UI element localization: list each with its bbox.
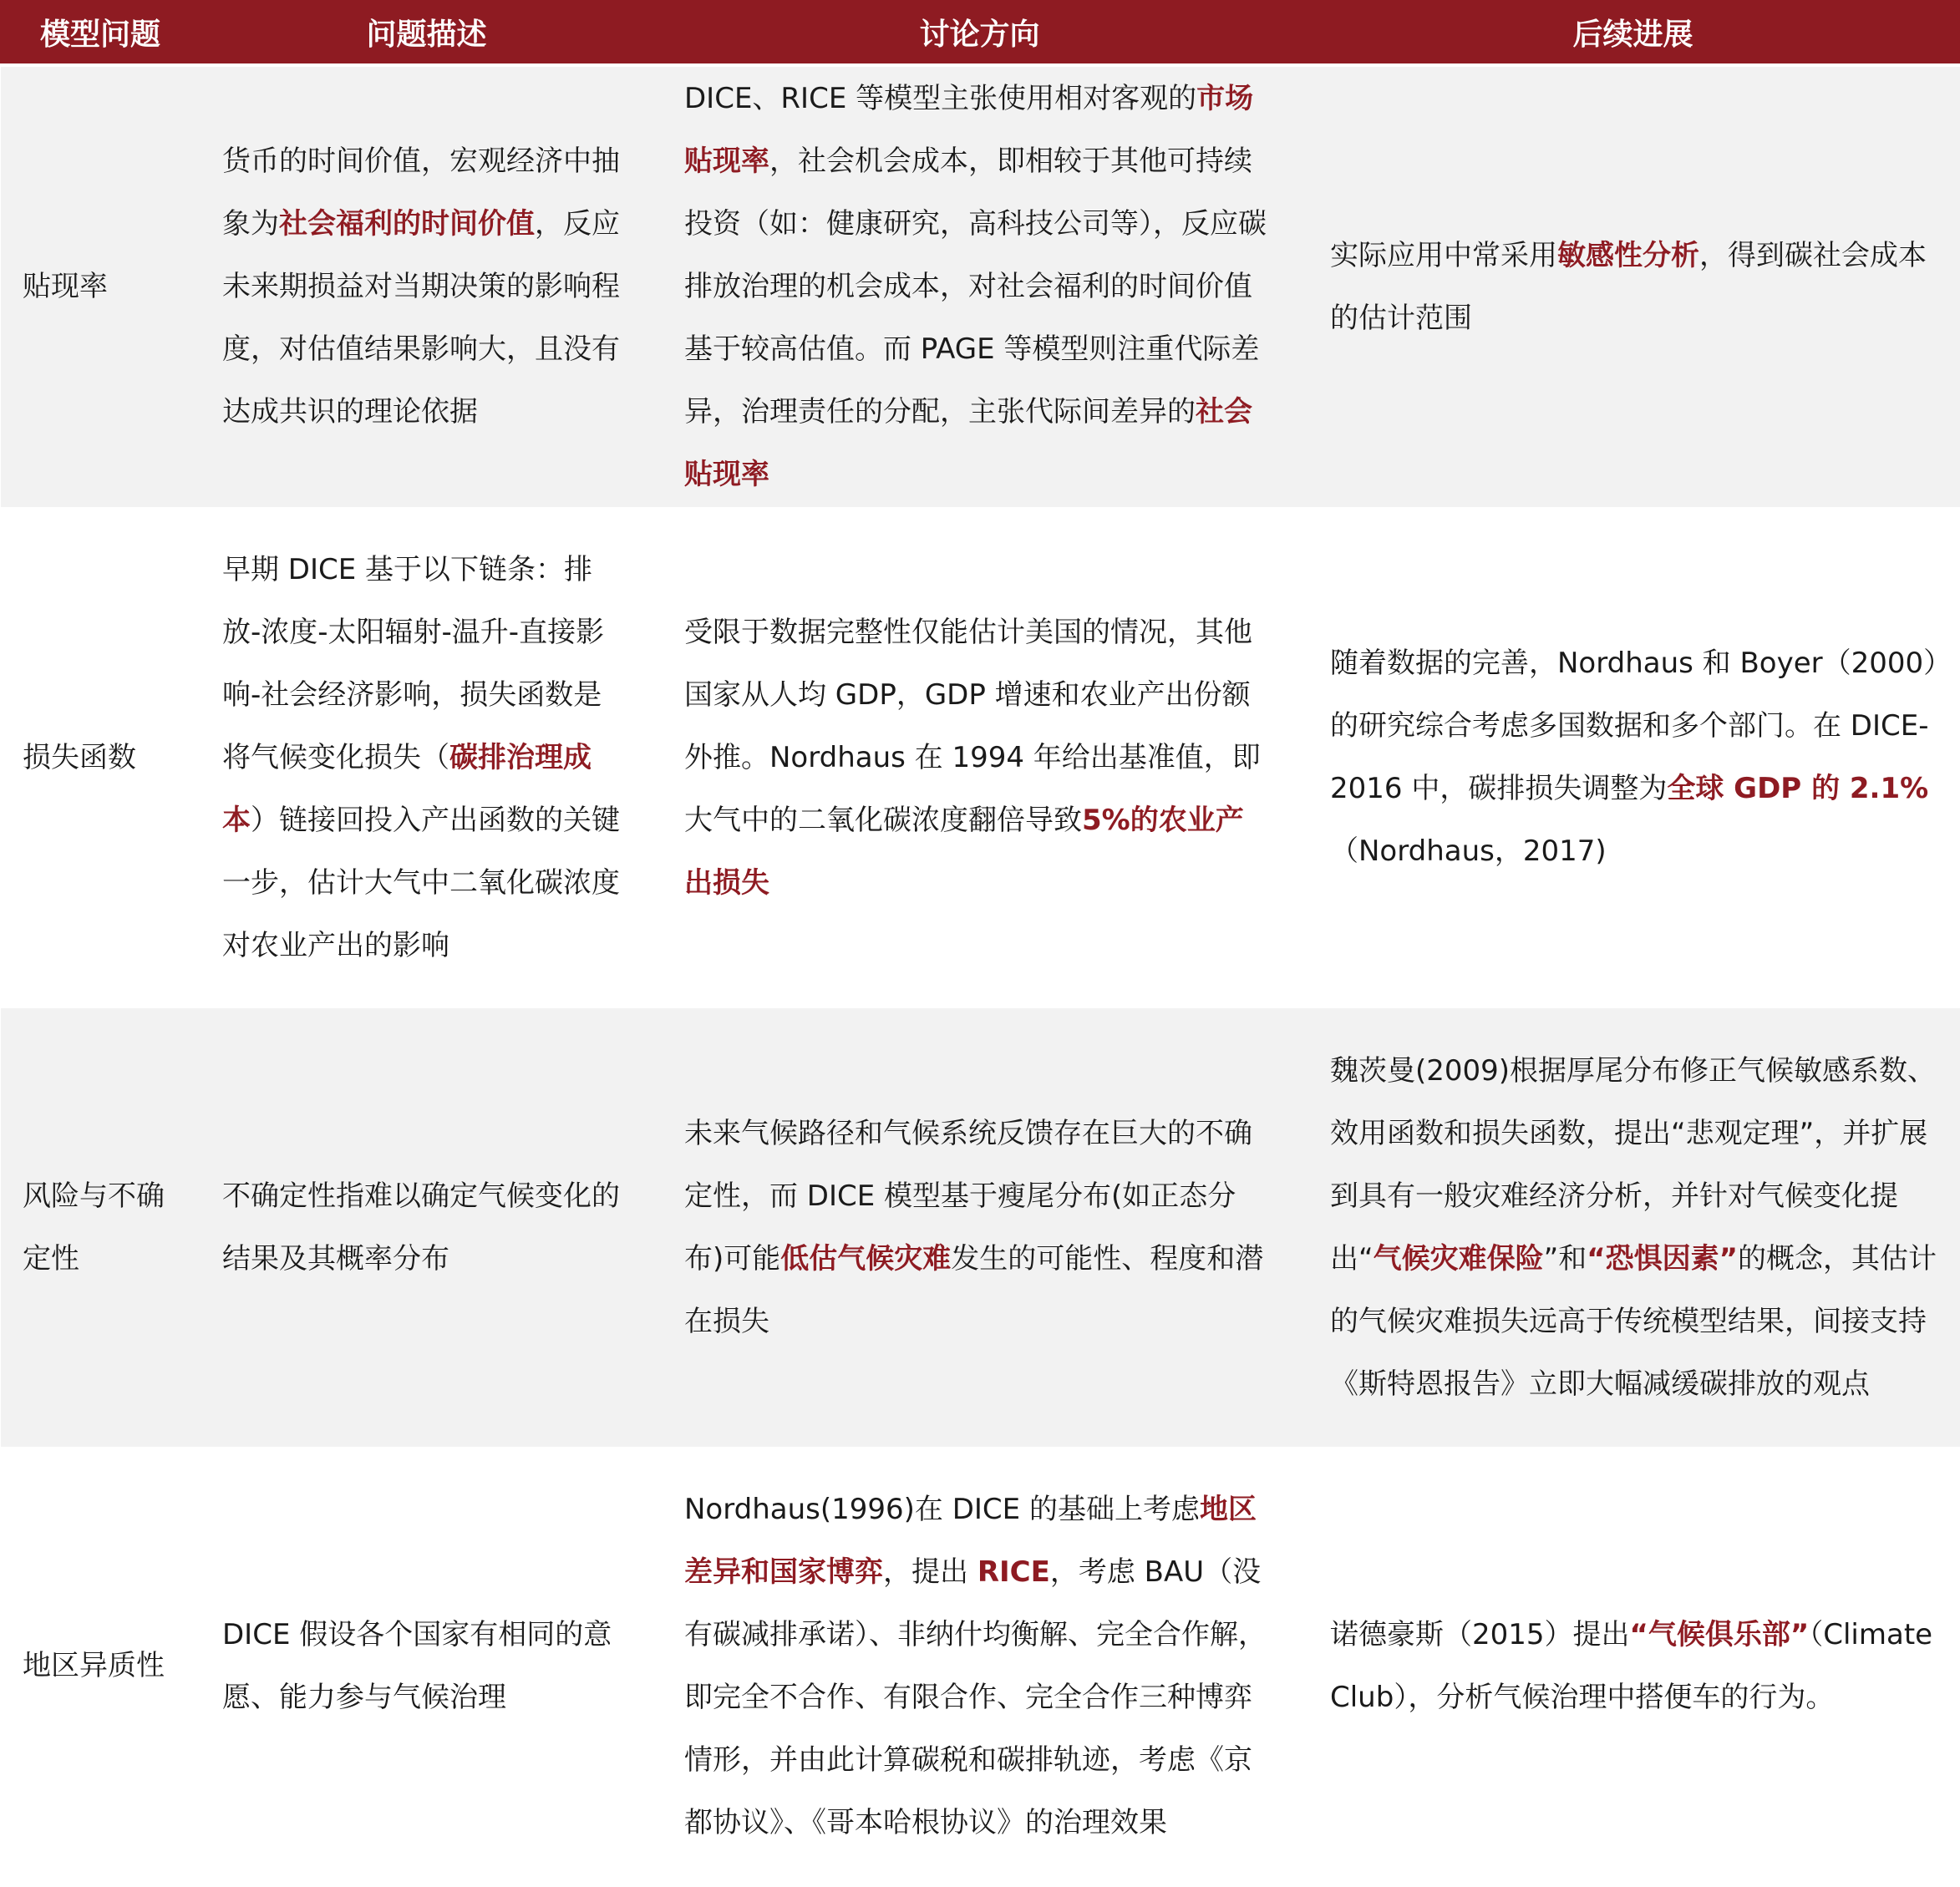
body-text: 不确定性指难以确定气候变化的结果及其概率分布: [222, 1179, 620, 1276]
highlight-text: 低估气候灾难: [780, 1241, 952, 1276]
body-text: DICE 假设各个国家有相同的意愿、能力参与气候治理: [222, 1617, 612, 1714]
header-model-issue: 模型问题: [1, 0, 199, 65]
cell-progress: [1305, 1008, 1960, 1447]
highlight-text: 碳排治理成本: [222, 740, 592, 837]
body-text: 早期 DICE 基于以下链条：排放-浓度-太阳辐射-温升-直接影响-社会经济影响，损失函数是将气候变化损失（: [222, 552, 605, 774]
body-text: ”和: [1543, 1241, 1587, 1276]
cell-description: [199, 1447, 654, 1885]
cell-description: [199, 65, 654, 507]
body-text: 受限于数据完整性仅能估计美国的情况，其他国家从人均 GDP，GDP 增速和农业产出份额外推。Nordhaus 在 1994 年给出基准值，即大气中的二氧化碳浓度翻倍导致: [684, 615, 1261, 837]
highlight-text: 全球 GDP 的 2.1%: [1667, 772, 1929, 805]
highlight-text: “气候俱乐部”: [1629, 1617, 1810, 1651]
body-text: ，提出: [883, 1555, 977, 1589]
cell-issue: 损失函数: [1, 507, 199, 1008]
cell-description: [199, 507, 654, 1008]
body-text: （Climate Club），分析气候治理中搭便车的行为。: [1330, 1617, 1933, 1714]
body-text: ）链接回投入产出函数的关键一步，估计大气中二氧化碳浓度对农业产出的影响: [222, 803, 620, 962]
cell-discussion: [654, 507, 1305, 1008]
body-text: ，反应未来期损益对当期决策的影响程度，对估值结果影响大，且没有达成共识的理论依据: [222, 207, 620, 429]
body-text: 随着数据的完善，Nordhaus 和 Boyer（2000）的研究综合考虑多国数据和多个部门。在 DICE-2016 中，碳排损失调整为: [1330, 647, 1938, 805]
cell-progress: [1305, 507, 1960, 1008]
header-follow-up-progress: 后续进展: [1305, 0, 1960, 65]
body-text: 货币的时间价值，宏观经济中抽象为: [222, 145, 620, 241]
body-text: 实际应用中常采用: [1330, 238, 1557, 272]
highlight-text: 地区差异和国家博弈: [684, 1492, 1257, 1589]
cell-issue: 风险与不确定性: [1, 1008, 199, 1447]
body-text: （Nordhaus，2017): [1330, 834, 1607, 868]
header-issue-description: 问题描述: [199, 0, 654, 65]
cell-issue: 地区异质性: [1, 1447, 199, 1885]
table-row-risk-uncertainty: [1, 1008, 1960, 1447]
cell-discussion: [654, 65, 1305, 507]
table-row-loss-function: [1, 507, 1960, 1008]
highlight-text: 市场贴现率: [684, 82, 1254, 178]
highlight-text: 气候灾难保险: [1373, 1241, 1544, 1276]
highlight-text: RICE: [977, 1555, 1050, 1589]
highlight-text: “恐惧因素”: [1587, 1241, 1738, 1276]
header-discussion-direction: 讨论方向: [654, 0, 1305, 65]
body-text: 发生的可能性、程度和潜在损失: [684, 1241, 1264, 1338]
table-row-regional-heterogeneity: [1, 1447, 1960, 1885]
cell-issue: 贴现率: [1, 65, 199, 507]
highlight-text: 社会福利的时间价值: [279, 207, 535, 241]
cell-discussion: [654, 1447, 1305, 1885]
body-text: 的概念，其估计的气候灾难损失远高于传统模型结果，间接支持《斯特恩报告》立即大幅减缓碳排放的观点: [1330, 1241, 1937, 1401]
cell-description: [199, 1008, 654, 1447]
highlight-text: 敏感性分析: [1557, 238, 1699, 272]
highlight-text: 5%的农业产出损失: [684, 803, 1244, 900]
cell-discussion: [654, 1008, 1305, 1447]
cell-progress: [1305, 65, 1960, 507]
table-row-discount-rate: [1, 65, 1960, 507]
body-text: ，社会机会成本，即相较于其他可持续投资（如：健康研究，高科技公司等），反应碳排放治理的机会成本，对社会福利的时间价值基于较高估值。而 PAGE 等模型则注重代际差异，治理责任的分配，主张代际间差异的: [684, 145, 1267, 429]
body-text: ，考虑 BAU（没有碳减排承诺）、非纳什均衡解、完全合作解，即完全不合作、有限合作、完全合作三种博弈情形，并由此计算碳税和碳排轨迹，考虑《京都协议》、《哥本哈根协议》的治理效果: [684, 1555, 1267, 1839]
body-text: 诺德豪斯（2015）提出: [1330, 1617, 1630, 1651]
highlight-text: 社会贴现率: [684, 395, 1252, 491]
header-row: [1, 0, 1960, 65]
body-text: 魏茨曼(2009)根据厚尾分布修正气候敏感系数、效用函数和损失函数，提出“悲观定理”，并扩展到具有一般灾难经济分析，并针对气候变化提出“: [1330, 1053, 1937, 1276]
body-text: Nordhaus(1996)在 DICE 的基础上考虑: [684, 1492, 1200, 1526]
body-text: DICE、RICE 等模型主张使用相对客观的: [684, 82, 1197, 115]
body-text: 未来气候路径和气候系统反馈存在巨大的不确定性，而 DICE 模型基于瘦尾分布(如正态分布)可能: [684, 1116, 1252, 1276]
body-text: ，得到碳社会成本的估计范围: [1330, 238, 1927, 335]
cell-progress: [1305, 1447, 1960, 1885]
